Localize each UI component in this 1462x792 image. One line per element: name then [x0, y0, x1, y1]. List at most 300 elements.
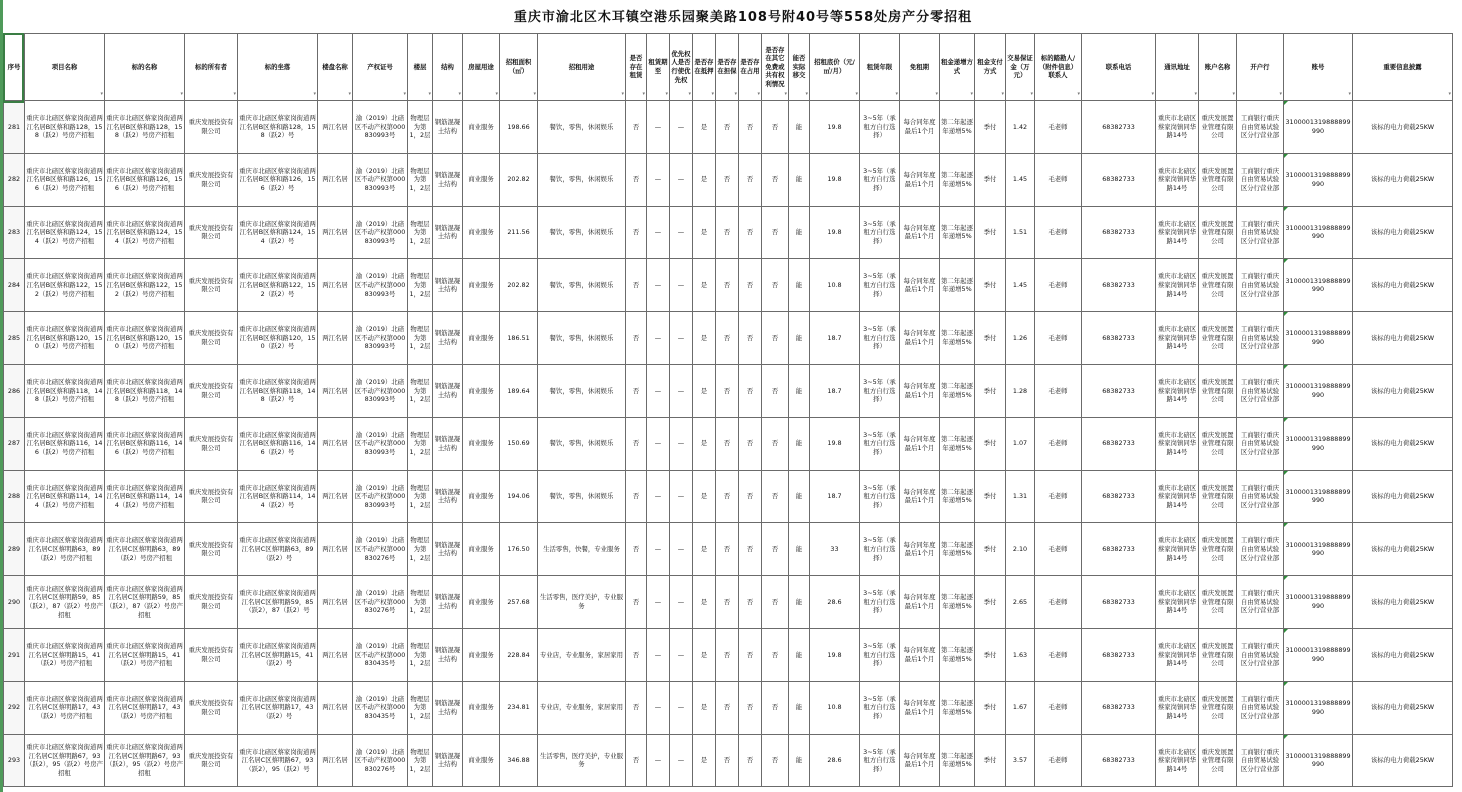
table-cell[interactable]: 第二年起逐年递增5% [940, 259, 975, 312]
table-cell[interactable]: 3~5年（承租方自行选择） [860, 470, 900, 523]
table-cell[interactable]: 重庆市北碚区蔡家岗街道两江名居B区蔡和路116，146（跃2）号房产招租 [105, 417, 185, 470]
filter-dropdown-icon[interactable]: ▾ [533, 91, 536, 98]
row-number-cell[interactable]: 289 [4, 523, 25, 576]
table-cell[interactable]: 否 [739, 364, 762, 417]
table-cell[interactable]: 否 [739, 576, 762, 629]
table-cell[interactable]: — [670, 681, 693, 734]
table-cell[interactable]: 重庆市北碚区蔡家岗街道两江名居B区蔡和路124，154（跃2）号 [238, 206, 318, 259]
table-cell[interactable]: 28.6 [810, 576, 860, 629]
table-cell[interactable]: 3~5年（承租方自行选择） [860, 417, 900, 470]
filter-dropdown-icon[interactable]: ▾ [935, 91, 938, 98]
table-cell[interactable]: 该标的电力荷载25KW [1353, 576, 1453, 629]
table-cell[interactable]: 两江名居 [318, 628, 353, 681]
table-cell[interactable]: 否 [626, 628, 647, 681]
column-header[interactable]: 产权证号 ▾ [353, 34, 408, 101]
table-cell[interactable]: 能 [789, 681, 810, 734]
table-cell[interactable]: 3~5年（承租方自行选择） [860, 259, 900, 312]
table-cell[interactable]: 专业店，专业服务，家居家用 [538, 628, 626, 681]
table-cell[interactable]: 重庆发展投资有限公司 [185, 470, 238, 523]
table-cell[interactable]: 毛老师 [1035, 523, 1082, 576]
filter-dropdown-icon[interactable]: ▾ [1194, 91, 1197, 98]
column-header[interactable]: 是否存在租赁 ▾ [626, 34, 647, 101]
table-cell[interactable]: 能 [789, 734, 810, 787]
table-cell[interactable]: 否 [716, 417, 739, 470]
table-cell[interactable]: 3~5年（承租方自行选择） [860, 153, 900, 206]
filter-dropdown-icon[interactable]: ▾ [895, 91, 898, 98]
table-cell[interactable]: 商业服务 [463, 417, 500, 470]
table-cell[interactable]: 该标的电力荷载25KW [1353, 206, 1453, 259]
table-cell[interactable]: 否 [626, 206, 647, 259]
filter-dropdown-icon[interactable]: ▾ [642, 91, 645, 98]
table-cell[interactable]: 两江名居 [318, 417, 353, 470]
table-cell[interactable]: 重庆发展置业管理有限公司 [1199, 734, 1237, 787]
table-cell[interactable]: 68382733 [1082, 576, 1156, 629]
table-cell[interactable]: 否 [739, 101, 762, 154]
table-cell[interactable]: 否 [626, 681, 647, 734]
table-cell[interactable]: 重庆市北碚区蔡家岗街道两江名居B区蔡和路122，152（跃2）号房产招租 [105, 259, 185, 312]
table-cell[interactable]: 能 [789, 153, 810, 206]
table-cell[interactable]: 每合同年度最后1个月 [900, 364, 940, 417]
table-cell[interactable]: 能 [789, 470, 810, 523]
column-header[interactable]: 租金支付方式 ▾ [975, 34, 1006, 101]
filter-dropdown-icon[interactable]: ▾ [665, 91, 668, 98]
table-cell[interactable]: 钢筋混凝土结构 [433, 364, 463, 417]
table-cell[interactable]: 1.31 [1006, 470, 1035, 523]
table-cell[interactable]: 3100001319888899990 [1284, 734, 1353, 787]
table-cell[interactable]: 第二年起逐年递增5% [940, 470, 975, 523]
column-header[interactable]: 是否存在担保 ▾ [716, 34, 739, 101]
table-cell[interactable]: 否 [739, 523, 762, 576]
table-cell[interactable]: 重庆市北碚区蔡家岗街道两江名居B区蔡和路122，152（跃2）号房产招租 [25, 259, 105, 312]
table-cell[interactable]: — [670, 153, 693, 206]
table-cell[interactable]: 重庆市北碚区蔡家岗街道两江名居C区蔡明路67，93（跃2），95（跃2）号房产招租 [105, 734, 185, 787]
table-cell[interactable]: 第二年起逐年递增5% [940, 681, 975, 734]
table-cell[interactable]: — [670, 628, 693, 681]
filter-dropdown-icon[interactable]: ▾ [805, 91, 808, 98]
table-cell[interactable]: 否 [626, 734, 647, 787]
column-header[interactable]: 账号 ▾ [1284, 34, 1353, 101]
table-cell[interactable]: 重庆市北碚区蔡家岗街道两江名居C区蔡明路59，85（跃2），87（跃2）号房产招租 [105, 576, 185, 629]
table-cell[interactable]: 是 [693, 523, 716, 576]
table-cell[interactable]: 否 [739, 734, 762, 787]
table-cell[interactable]: 能 [789, 576, 810, 629]
table-cell[interactable]: 重庆市北碚区蔡家岗街道两江名居B区蔡和路128，158（跃2）号房产招租 [105, 101, 185, 154]
filter-dropdown-icon[interactable]: ▾ [1279, 91, 1282, 98]
table-cell[interactable]: 重庆市北碚区蔡家岗镇同华路14号 [1156, 153, 1199, 206]
table-cell[interactable]: 第二年起逐年递增5% [940, 364, 975, 417]
column-header[interactable]: 租赁期至 ▾ [647, 34, 670, 101]
table-cell[interactable]: — [670, 576, 693, 629]
column-header[interactable]: 租金递增方式 ▾ [940, 34, 975, 101]
table-cell[interactable]: 重庆市北碚区蔡家岗街道两江名居C区蔡明路17，43（跃2）号 [238, 681, 318, 734]
table-cell[interactable]: 渝（2019）北碚区不动产权第000830993号 [353, 153, 408, 206]
table-cell[interactable]: 重庆市北碚区蔡家岗街道两江名居C区蔡明路59，85（跃2），87（跃2）号 [238, 576, 318, 629]
table-cell[interactable]: 3.57 [1006, 734, 1035, 787]
column-header[interactable]: 是否存在其它免费或共有权利情况 ▾ [762, 34, 789, 101]
table-cell[interactable]: 渝（2019）北碚区不动产权第000830993号 [353, 470, 408, 523]
table-cell[interactable]: 否 [739, 628, 762, 681]
table-cell[interactable]: 每合同年度最后1个月 [900, 206, 940, 259]
table-cell[interactable]: 否 [762, 470, 789, 523]
table-cell[interactable]: 重庆市北碚区蔡家岗街道两江名居B区蔡和路120，150（跃2）号 [238, 312, 318, 365]
table-cell[interactable]: 两江名居 [318, 681, 353, 734]
table-cell[interactable]: 钢筋混凝土结构 [433, 259, 463, 312]
table-cell[interactable]: 否 [762, 206, 789, 259]
filter-dropdown-icon[interactable]: ▾ [180, 91, 183, 98]
column-header[interactable]: 是否存在抵押 ▾ [693, 34, 716, 101]
table-cell[interactable]: 68382733 [1082, 734, 1156, 787]
table-cell[interactable]: — [647, 523, 670, 576]
table-cell[interactable]: 两江名居 [318, 734, 353, 787]
table-cell[interactable]: 工商银行重庆自由贸易试验区分行营业部 [1237, 364, 1284, 417]
column-header[interactable]: 账户名称 ▾ [1199, 34, 1237, 101]
table-cell[interactable]: 重庆市北碚区蔡家岗街道两江名居C区蔡明路63，89（跃2）号 [238, 523, 318, 576]
table-cell[interactable]: 重庆发展投资有限公司 [185, 523, 238, 576]
table-cell[interactable]: 毛老师 [1035, 628, 1082, 681]
table-cell[interactable]: 工商银行重庆自由贸易试验区分行营业部 [1237, 628, 1284, 681]
table-cell[interactable]: — [670, 259, 693, 312]
table-cell[interactable]: 两江名居 [318, 470, 353, 523]
table-cell[interactable]: 否 [716, 364, 739, 417]
column-header[interactable]: 楼盘名称 ▾ [318, 34, 353, 101]
table-cell[interactable]: 重庆市北碚区蔡家岗街道两江名居B区蔡和路124，154（跃2）号房产招租 [105, 206, 185, 259]
table-cell[interactable]: 否 [626, 417, 647, 470]
table-cell[interactable]: 毛老师 [1035, 576, 1082, 629]
table-cell[interactable]: — [647, 681, 670, 734]
filter-dropdown-icon[interactable]: ▾ [495, 91, 498, 98]
table-cell[interactable]: 工商银行重庆自由贸易试验区分行营业部 [1237, 470, 1284, 523]
table-cell[interactable]: 物理层为第1，2层 [408, 153, 433, 206]
table-cell[interactable]: 否 [762, 417, 789, 470]
column-header[interactable]: 项目名称 ▾ [25, 34, 105, 101]
table-cell[interactable]: 渝（2019）北碚区不动产权第000830276号 [353, 523, 408, 576]
table-cell[interactable]: 重庆市北碚区蔡家岗街道两江名居B区蔡和路128，158（跃2）号房产招租 [25, 101, 105, 154]
table-cell[interactable]: 3~5年（承租方自行选择） [860, 523, 900, 576]
table-cell[interactable]: 商业服务 [463, 628, 500, 681]
table-cell[interactable]: 重庆市北碚区蔡家岗街道两江名居B区蔡和路128，158（跃2）号 [238, 101, 318, 154]
table-cell[interactable]: 钢筋混凝土结构 [433, 628, 463, 681]
table-cell[interactable]: 商业服务 [463, 364, 500, 417]
table-cell[interactable]: 重庆发展置业管理有限公司 [1199, 312, 1237, 365]
table-cell[interactable]: 1.07 [1006, 417, 1035, 470]
table-cell[interactable]: 重庆市北碚区蔡家岗街道两江名居B区蔡和路118，148（跃2）号房产招租 [25, 364, 105, 417]
column-header[interactable]: 招租用途 ▾ [538, 34, 626, 101]
table-cell[interactable]: 两江名居 [318, 523, 353, 576]
table-cell[interactable]: 毛老师 [1035, 101, 1082, 154]
table-cell[interactable]: 是 [693, 101, 716, 154]
table-cell[interactable]: 商业服务 [463, 101, 500, 154]
table-cell[interactable]: 重庆发展投资有限公司 [185, 628, 238, 681]
table-cell[interactable]: 重庆市北碚区蔡家岗镇同华路14号 [1156, 312, 1199, 365]
filter-dropdown-icon[interactable]: ▾ [688, 91, 691, 98]
table-cell[interactable]: 重庆市北碚区蔡家岗街道两江名居B区蔡和路126，156（跃2）号 [238, 153, 318, 206]
table-cell[interactable]: 19.8 [810, 417, 860, 470]
table-cell[interactable]: 物理层为第1，2层 [408, 312, 433, 365]
table-cell[interactable]: 否 [762, 259, 789, 312]
table-cell[interactable]: 68382733 [1082, 681, 1156, 734]
table-cell[interactable]: 重庆市北碚区蔡家岗镇同华路14号 [1156, 259, 1199, 312]
filter-dropdown-icon[interactable]: ▾ [428, 91, 431, 98]
table-cell[interactable]: 10.8 [810, 259, 860, 312]
table-cell[interactable]: 重庆市北碚区蔡家岗镇同华路14号 [1156, 734, 1199, 787]
table-cell[interactable]: 3100001319888899990 [1284, 259, 1353, 312]
table-cell[interactable]: 是 [693, 470, 716, 523]
table-cell[interactable]: 毛老师 [1035, 153, 1082, 206]
table-cell[interactable]: 两江名居 [318, 153, 353, 206]
table-cell[interactable]: 重庆发展投资有限公司 [185, 417, 238, 470]
table-cell[interactable]: — [647, 364, 670, 417]
table-cell[interactable]: 渝（2019）北碚区不动产权第000830993号 [353, 101, 408, 154]
column-header[interactable]: 楼层 ▾ [408, 34, 433, 101]
table-cell[interactable]: 重庆市北碚区蔡家岗街道两江名居B区蔡和路114，144（跃2）号房产招租 [105, 470, 185, 523]
table-cell[interactable]: 该标的电力荷载25KW [1353, 470, 1453, 523]
column-header[interactable]: 标的踏勘人/（附件信息）联系人 ▾ [1035, 34, 1082, 101]
table-cell[interactable]: — [647, 417, 670, 470]
filter-dropdown-icon[interactable]: ▾ [734, 91, 737, 98]
table-cell[interactable]: 10.8 [810, 681, 860, 734]
table-cell[interactable]: 毛老师 [1035, 681, 1082, 734]
table-cell[interactable]: 毛老师 [1035, 417, 1082, 470]
table-cell[interactable]: 234.81 [500, 681, 538, 734]
table-cell[interactable]: 重庆发展投资有限公司 [185, 206, 238, 259]
table-cell[interactable]: 否 [716, 259, 739, 312]
table-cell[interactable]: 3100001319888899990 [1284, 576, 1353, 629]
table-cell[interactable]: 1.63 [1006, 628, 1035, 681]
table-cell[interactable]: 68382733 [1082, 523, 1156, 576]
table-cell[interactable]: 重庆市北碚区蔡家岗镇同华路14号 [1156, 101, 1199, 154]
table-cell[interactable]: 重庆发展投资有限公司 [185, 312, 238, 365]
table-cell[interactable]: 19.8 [810, 206, 860, 259]
table-cell[interactable]: 3~5年（承租方自行选择） [860, 734, 900, 787]
table-cell[interactable]: 毛老师 [1035, 470, 1082, 523]
table-cell[interactable]: 重庆市北碚区蔡家岗街道两江名居C区蔡明路59，85（跃2），87（跃2）号房产招租 [25, 576, 105, 629]
table-cell[interactable]: 钢筋混凝土结构 [433, 153, 463, 206]
table-cell[interactable]: 餐饮，零售，休闲娱乐 [538, 417, 626, 470]
table-cell[interactable]: 2.65 [1006, 576, 1035, 629]
table-cell[interactable]: 3100001319888899990 [1284, 153, 1353, 206]
table-cell[interactable]: 3100001319888899990 [1284, 364, 1353, 417]
table-cell[interactable]: 重庆市北碚区蔡家岗街道两江名居B区蔡和路122，152（跃2）号 [238, 259, 318, 312]
filter-dropdown-icon[interactable]: ▾ [233, 91, 236, 98]
table-cell[interactable]: 餐饮，零售，休闲娱乐 [538, 153, 626, 206]
column-header[interactable]: 是否存在占用 ▾ [739, 34, 762, 101]
table-cell[interactable]: — [647, 101, 670, 154]
table-cell[interactable]: — [670, 470, 693, 523]
table-cell[interactable]: 商业服务 [463, 681, 500, 734]
table-cell[interactable]: 餐饮，零售，休闲娱乐 [538, 101, 626, 154]
table-cell[interactable]: 1.51 [1006, 206, 1035, 259]
table-cell[interactable]: 第二年起逐年递增5% [940, 523, 975, 576]
table-cell[interactable]: 能 [789, 101, 810, 154]
column-header[interactable]: 标的所有者 ▾ [185, 34, 238, 101]
table-cell[interactable]: 商业服务 [463, 259, 500, 312]
table-cell[interactable]: 3~5年（承租方自行选择） [860, 628, 900, 681]
table-cell[interactable]: 重庆市北碚区蔡家岗镇同华路14号 [1156, 628, 1199, 681]
table-cell[interactable]: 重庆发展置业管理有限公司 [1199, 681, 1237, 734]
table-cell[interactable]: 钢筋混凝土结构 [433, 576, 463, 629]
table-cell[interactable]: 否 [626, 312, 647, 365]
table-cell[interactable]: 3100001319888899990 [1284, 523, 1353, 576]
table-cell[interactable]: 68382733 [1082, 470, 1156, 523]
table-cell[interactable]: 否 [626, 153, 647, 206]
filter-dropdown-icon[interactable]: ▾ [1232, 91, 1235, 98]
table-cell[interactable]: 工商银行重庆自由贸易试验区分行营业部 [1237, 259, 1284, 312]
table-cell[interactable]: 否 [716, 734, 739, 787]
table-cell[interactable]: 否 [762, 312, 789, 365]
table-cell[interactable]: 第二年起逐年递增5% [940, 576, 975, 629]
table-cell[interactable]: 3100001319888899990 [1284, 470, 1353, 523]
table-cell[interactable]: 餐饮，零售，休闲娱乐 [538, 470, 626, 523]
table-cell[interactable]: 物理层为第1，2层 [408, 523, 433, 576]
table-cell[interactable]: 商业服务 [463, 470, 500, 523]
table-cell[interactable]: 否 [626, 576, 647, 629]
table-cell[interactable]: 198.66 [500, 101, 538, 154]
table-cell[interactable]: 68382733 [1082, 364, 1156, 417]
table-cell[interactable]: 3~5年（承租方自行选择） [860, 312, 900, 365]
table-cell[interactable]: 第二年起逐年递增5% [940, 153, 975, 206]
table-cell[interactable]: 每合同年度最后1个月 [900, 470, 940, 523]
filter-dropdown-icon[interactable]: ▾ [100, 91, 103, 98]
table-cell[interactable]: 重庆发展置业管理有限公司 [1199, 364, 1237, 417]
table-cell[interactable]: — [647, 259, 670, 312]
table-cell[interactable]: 重庆市北碚区蔡家岗街道两江名居C区蔡明路63，89（跃2）号房产招租 [25, 523, 105, 576]
table-cell[interactable]: 否 [716, 628, 739, 681]
column-header[interactable]: 交易保证金（万元） ▾ [1006, 34, 1035, 101]
table-cell[interactable]: — [647, 206, 670, 259]
table-cell[interactable]: 3100001319888899990 [1284, 628, 1353, 681]
table-cell[interactable]: — [670, 417, 693, 470]
table-cell[interactable]: 商业服务 [463, 523, 500, 576]
table-cell[interactable]: 否 [762, 523, 789, 576]
table-cell[interactable]: — [670, 523, 693, 576]
table-cell[interactable]: — [647, 576, 670, 629]
table-cell[interactable]: 重庆市北碚区蔡家岗街道两江名居C区蔡明路17，43（跃2）号房产招租 [105, 681, 185, 734]
table-cell[interactable]: 3100001319888899990 [1284, 312, 1353, 365]
table-cell[interactable]: 物理层为第1，2层 [408, 681, 433, 734]
table-cell[interactable]: 重庆市北碚区蔡家岗镇同华路14号 [1156, 523, 1199, 576]
table-cell[interactable]: 重庆发展置业管理有限公司 [1199, 523, 1237, 576]
table-cell[interactable]: 否 [716, 470, 739, 523]
table-cell[interactable]: 物理层为第1，2层 [408, 101, 433, 154]
table-cell[interactable]: 重庆市北碚区蔡家岗街道两江名居C区蔡明路63，89（跃2）号房产招租 [105, 523, 185, 576]
table-cell[interactable]: 3~5年（承租方自行选择） [860, 576, 900, 629]
table-cell[interactable]: — [647, 312, 670, 365]
table-cell[interactable]: 餐饮，零售，休闲娱乐 [538, 364, 626, 417]
table-cell[interactable]: 该标的电力荷载25KW [1353, 312, 1453, 365]
row-number-cell[interactable]: 288 [4, 470, 25, 523]
table-cell[interactable]: 重庆市北碚区蔡家岗街道两江名居B区蔡和路116，146（跃2）号房产招租 [25, 417, 105, 470]
table-cell[interactable]: 钢筋混凝土结构 [433, 734, 463, 787]
table-cell[interactable]: 重庆发展置业管理有限公司 [1199, 417, 1237, 470]
table-cell[interactable]: — [670, 312, 693, 365]
filter-dropdown-icon[interactable]: ▾ [757, 91, 760, 98]
filter-dropdown-icon[interactable]: ▾ [1448, 91, 1451, 98]
table-cell[interactable]: 重庆市北碚区蔡家岗街道两江名居B区蔡和路120，150（跃2）号房产招租 [25, 312, 105, 365]
table-cell[interactable]: 否 [762, 628, 789, 681]
table-cell[interactable]: 渝（2019）北碚区不动产权第000830435号 [353, 628, 408, 681]
filter-dropdown-icon[interactable]: ▾ [621, 91, 624, 98]
table-cell[interactable]: 3~5年（承租方自行选择） [860, 206, 900, 259]
table-cell[interactable]: 重庆发展投资有限公司 [185, 681, 238, 734]
table-cell[interactable]: 第二年起逐年递增5% [940, 734, 975, 787]
table-cell[interactable]: 毛老师 [1035, 206, 1082, 259]
table-cell[interactable]: 物理层为第1，2层 [408, 364, 433, 417]
table-cell[interactable]: 工商银行重庆自由贸易试验区分行营业部 [1237, 681, 1284, 734]
table-cell[interactable]: 该标的电力荷载25KW [1353, 417, 1453, 470]
column-header[interactable]: 能否实际移交 ▾ [789, 34, 810, 101]
table-cell[interactable]: 重庆市北碚区蔡家岗镇同华路14号 [1156, 364, 1199, 417]
table-cell[interactable]: 3100001319888899990 [1284, 681, 1353, 734]
table-cell[interactable]: 钢筋混凝土结构 [433, 417, 463, 470]
table-cell[interactable]: 物理层为第1，2层 [408, 470, 433, 523]
table-cell[interactable]: 能 [789, 628, 810, 681]
column-header[interactable]: 标的名称 ▾ [105, 34, 185, 101]
table-cell[interactable]: 19.8 [810, 628, 860, 681]
table-cell[interactable]: 否 [716, 206, 739, 259]
table-cell[interactable]: 渝（2019）北碚区不动产权第000830276号 [353, 576, 408, 629]
column-header[interactable]: 开户行 ▾ [1237, 34, 1284, 101]
table-cell[interactable]: 202.82 [500, 259, 538, 312]
table-cell[interactable]: 重庆发展置业管理有限公司 [1199, 576, 1237, 629]
table-cell[interactable]: 19.8 [810, 101, 860, 154]
table-cell[interactable]: 该标的电力荷载25KW [1353, 681, 1453, 734]
table-cell[interactable]: 68382733 [1082, 101, 1156, 154]
table-cell[interactable]: 能 [789, 523, 810, 576]
table-cell[interactable]: 餐饮，零售，休闲娱乐 [538, 206, 626, 259]
table-cell[interactable]: 重庆发展投资有限公司 [185, 101, 238, 154]
table-cell[interactable]: 该标的电力荷载25KW [1353, 101, 1453, 154]
table-cell[interactable]: 重庆发展置业管理有限公司 [1199, 470, 1237, 523]
table-cell[interactable]: 是 [693, 417, 716, 470]
table-cell[interactable]: — [670, 206, 693, 259]
table-cell[interactable]: 重庆发展置业管理有限公司 [1199, 628, 1237, 681]
table-cell[interactable]: 否 [762, 101, 789, 154]
table-cell[interactable]: 3100001319888899990 [1284, 206, 1353, 259]
table-cell[interactable]: 每合同年度最后1个月 [900, 628, 940, 681]
table-cell[interactable]: 两江名居 [318, 101, 353, 154]
table-cell[interactable]: 重庆市北碚区蔡家岗街道两江名居C区蔡明路15，41（跃2）号房产招租 [105, 628, 185, 681]
table-cell[interactable]: 68382733 [1082, 206, 1156, 259]
table-cell[interactable]: 1.67 [1006, 681, 1035, 734]
table-cell[interactable]: 重庆市北碚区蔡家岗街道两江名居B区蔡和路124，154（跃2）号房产招租 [25, 206, 105, 259]
table-cell[interactable]: 19.8 [810, 153, 860, 206]
table-cell[interactable]: 重庆发展投资有限公司 [185, 259, 238, 312]
table-cell[interactable]: 每合同年度最后1个月 [900, 523, 940, 576]
table-cell[interactable]: 该标的电力荷载25KW [1353, 734, 1453, 787]
table-cell[interactable]: 3100001319888899990 [1284, 417, 1353, 470]
table-cell[interactable]: 毛老师 [1035, 364, 1082, 417]
table-cell[interactable]: 每合同年度最后1个月 [900, 153, 940, 206]
table-cell[interactable]: 商业服务 [463, 153, 500, 206]
table-cell[interactable]: 该标的电力荷载25KW [1353, 628, 1453, 681]
table-cell[interactable]: 季付 [975, 312, 1006, 365]
filter-dropdown-icon[interactable]: ▾ [1001, 91, 1004, 98]
table-cell[interactable]: 重庆市北碚区蔡家岗街道两江名居C区蔡明路67，93（跃2），95（跃2）号房产招租 [25, 734, 105, 787]
table-cell[interactable]: 毛老师 [1035, 312, 1082, 365]
table-cell[interactable]: 是 [693, 259, 716, 312]
filter-dropdown-icon[interactable]: ▾ [1030, 91, 1033, 98]
table-cell[interactable]: 渝（2019）北碚区不动产权第000830993号 [353, 417, 408, 470]
table-cell[interactable]: 工商银行重庆自由贸易试验区分行营业部 [1237, 576, 1284, 629]
table-cell[interactable]: 两江名居 [318, 364, 353, 417]
table-cell[interactable]: 否 [716, 681, 739, 734]
table-cell[interactable]: 工商银行重庆自由贸易试验区分行营业部 [1237, 417, 1284, 470]
table-cell[interactable]: 否 [626, 101, 647, 154]
table-cell[interactable]: 否 [739, 259, 762, 312]
column-header[interactable]: 房屋用途 ▾ [463, 34, 500, 101]
table-cell[interactable]: 每合同年度最后1个月 [900, 576, 940, 629]
table-cell[interactable]: 渝（2019）北碚区不动产权第000830276号 [353, 734, 408, 787]
